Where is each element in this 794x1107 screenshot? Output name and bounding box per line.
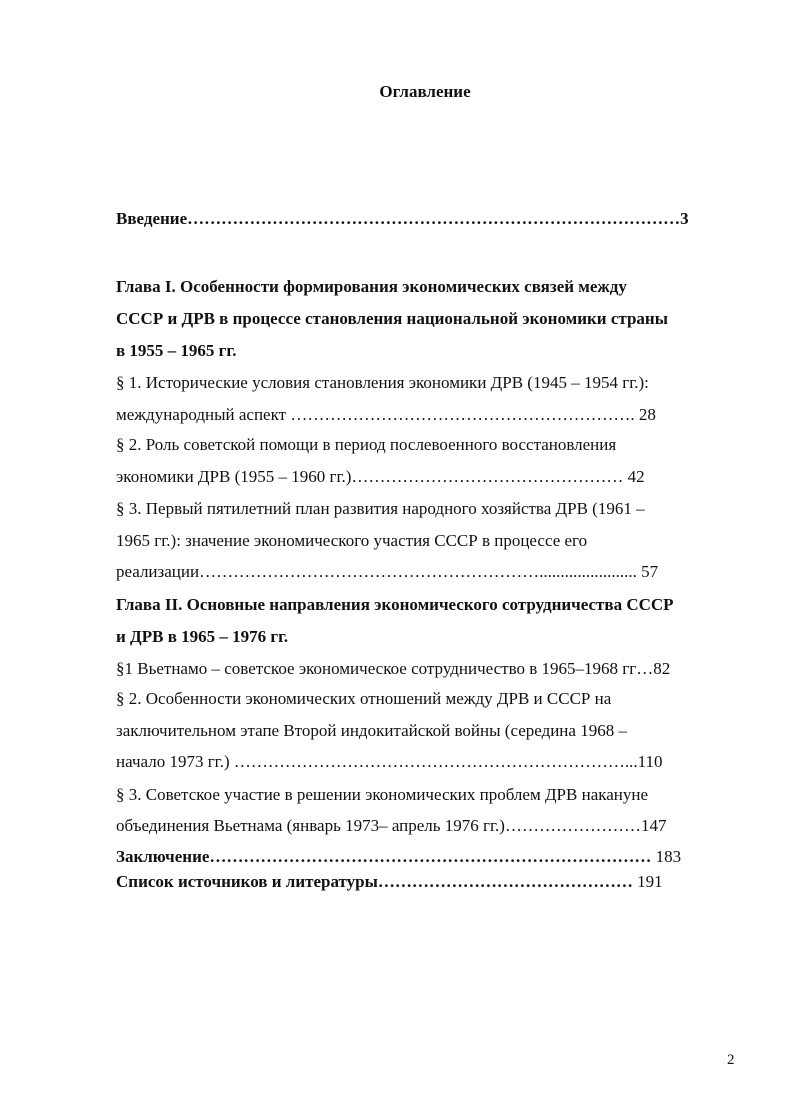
toc-section-1-2-line-1: § 2. Роль советской помощи в период послевоенного восстановления bbox=[116, 435, 617, 454]
toc-section-2-2-line-3: начало 1973 гг.) ……………………………………………………………...110 bbox=[116, 752, 663, 771]
toc-section-2-2-line-1: § 2. Особенности экономических отношений между ДРВ и СССР на bbox=[116, 689, 612, 708]
toc-section-1-3-line-1: § 3. Первый пятилетний план развития народного хозяйства ДРВ (1961 – bbox=[116, 499, 645, 518]
toc-section-2-3-line-1: § 3. Советское участие в решении экономических проблем ДРВ накануне bbox=[116, 785, 649, 804]
toc-section-1-3-line-2: 1965 гг.): значение экономического участия СССР в процессе его bbox=[116, 531, 588, 550]
toc-sources bbox=[116, 871, 663, 893]
toc-introduction: Введение……………………………………………………………………………3 bbox=[116, 209, 689, 228]
toc-section-2-3-line-2: объединения Вьетнама (январь 1973– апрель 1976 гг.)……………………147 bbox=[116, 816, 667, 835]
page-title: Оглавление bbox=[379, 82, 471, 101]
toc-conclusion-page: 183 bbox=[651, 847, 682, 866]
toc-section-2-2-line-2: заключительном этапе Второй индокитайской войны (середина 1968 – bbox=[116, 721, 627, 740]
toc-section-1-2-line-2: экономики ДРВ (1955 – 1960 гг.)………………………………………… 42 bbox=[116, 467, 645, 486]
toc-section-1-1-line-2: международный аспект ……………………………………………………. 28 bbox=[116, 405, 656, 424]
toc-sources-page: 191 bbox=[632, 872, 663, 891]
toc-chapter-1-line-3: в 1955 – 1965 гг. bbox=[116, 341, 237, 360]
toc-conclusion bbox=[116, 846, 681, 868]
toc-section-2-1: §1 Вьетнамо – советское экономическое сотрудничество в 1965–1968 гг…82 bbox=[116, 659, 671, 678]
toc-chapter-1-line-1: Глава I. Особенности формирования экономических связей между bbox=[116, 277, 627, 296]
toc-sources-label: Список источников и литературы……………………………………… bbox=[116, 872, 633, 891]
toc-section-1-3-line-3: реализации……………………………………………………....................... 57 bbox=[116, 562, 659, 581]
page-number: 2 bbox=[727, 1052, 735, 1068]
toc-chapter-2-line-1: Глава II. Основные направления экономического сотрудничества СССР bbox=[116, 595, 674, 614]
toc-chapter-1-line-2: СССР и ДРВ в процессе становления национальной экономики страны bbox=[116, 309, 668, 328]
toc-section-1-1-line-1: § 1. Исторические условия становления экономики ДРВ (1945 – 1954 гг.): bbox=[116, 373, 649, 392]
toc-chapter-2-line-2: и ДРВ в 1965 – 1976 гг. bbox=[116, 627, 289, 646]
toc-conclusion-label: Заключение…………………………………………………………………… bbox=[116, 847, 652, 866]
